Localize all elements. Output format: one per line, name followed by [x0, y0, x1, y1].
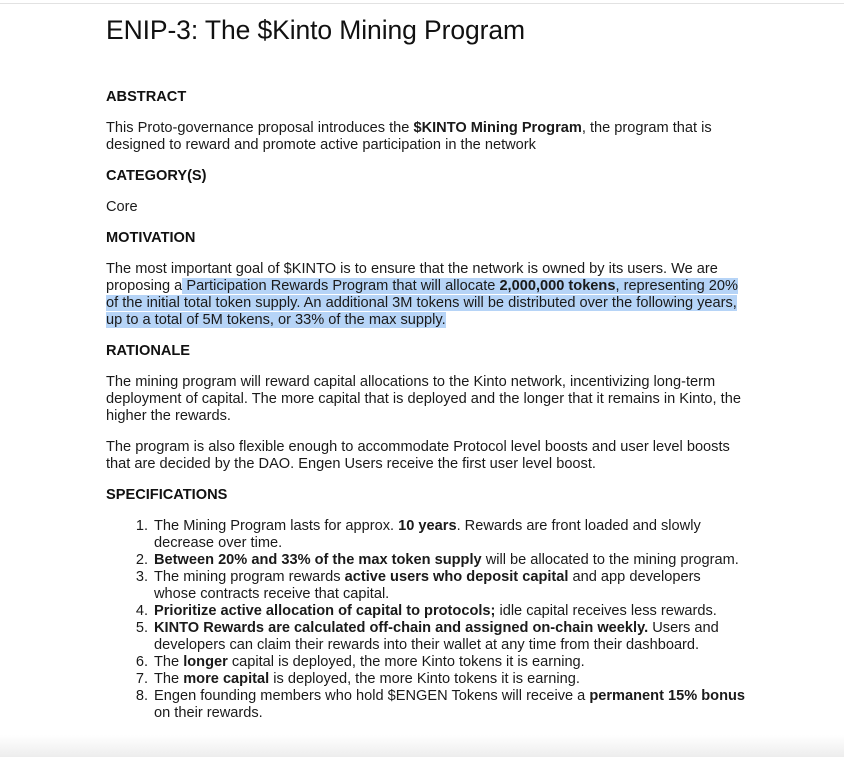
item-text-a: The: [154, 654, 184, 670]
motivation-highlight-b: , representing 20% of the initial total token supply. An additional 3M tokens will be distributed over the following years, up to a total of 5M tokens, or 33% of the max supply.: [106, 278, 738, 328]
list-item: [106, 688, 746, 722]
list-number: 5.: [135, 620, 148, 636]
top-divider: [0, 3, 844, 4]
category-value: Core: [106, 199, 138, 215]
item-bold: more capital: [183, 671, 270, 687]
list-number: 8.: [135, 688, 148, 704]
item-bold: 10 years: [398, 518, 457, 534]
list-number: 1.: [135, 518, 148, 534]
item-text-c: will be allocated to the mining program.: [481, 552, 739, 568]
item-text-a: The Mining Program lasts for approx.: [154, 518, 399, 534]
bottom-shadow: [0, 735, 844, 757]
list-item: [106, 620, 746, 654]
item-text-c: Users and developers can claim their rewards into their wallet at any time from their dashboard.: [154, 620, 719, 653]
item-text-a: The: [154, 671, 184, 687]
motivation-heading: MOTIVATION: [106, 230, 196, 246]
list-item: [106, 671, 746, 688]
rationale-heading: RATIONALE: [106, 343, 191, 359]
motivation-bold-tokens: 2,000,000 tokens: [499, 278, 616, 294]
item-bold: Prioritize active allocation of capital to protocols;: [154, 603, 496, 619]
item-text-c: is deployed, the more Kinto tokens it is earning.: [269, 671, 580, 687]
motivation-text: The most important goal of $KINTO is to ensure that the network is owned by its users. We are proposing a: [106, 261, 718, 294]
specifications-heading: SPECIFICATIONS: [106, 487, 228, 503]
specifications-list: [106, 518, 746, 722]
category-heading: CATEGORY(S): [106, 168, 207, 184]
abstract-heading: ABSTRACT: [106, 89, 187, 105]
item-text-a: Engen founding members who hold $ENGEN Tokens will receive a: [154, 688, 590, 704]
rationale-paragraph-2: The program is also flexible enough to accommodate Protocol level boosts and user level boosts that are decided by the DAO. Engen Users receive the first user level boost.: [106, 439, 730, 472]
abstract-text-b: , the program that is designed to reward and promote active participation in the network: [106, 120, 712, 153]
item-text-c: capital is deployed, the more Kinto tokens it is earning.: [227, 654, 585, 670]
list-item: [106, 518, 746, 552]
abstract-text-a: This Proto-governance proposal introduces the: [106, 120, 414, 136]
abstract-body: [106, 120, 746, 154]
item-text-c: on their rewards.: [154, 705, 263, 721]
motivation-body: [106, 261, 746, 329]
list-item: [106, 603, 746, 620]
list-number: 7.: [135, 671, 148, 687]
item-bold: longer: [183, 654, 228, 670]
item-bold: Between 20% and 33% of the max token supply: [154, 552, 482, 568]
item-bold: KINTO Rewards are calculated off-chain and assigned on-chain weekly.: [154, 620, 649, 636]
list-number: 6.: [135, 654, 148, 670]
item-text-c: . Rewards are front loaded and slowly decrease over time.: [154, 518, 701, 551]
list-item: [106, 654, 746, 671]
list-number: 3.: [135, 569, 148, 585]
motivation-highlight-a: Participation Rewards Program that will allocate: [182, 278, 500, 294]
list-item: [106, 569, 746, 603]
rationale-paragraph-1: The mining program will reward capital allocations to the Kinto network, incentivizing long-term deployment of capital. The more capital that is deployed and the longer that it remains in Kinto, the higher the rewards.: [106, 374, 741, 424]
document-page: [106, 13, 746, 722]
item-text-a: The mining program rewards: [154, 569, 345, 585]
abstract-bold: $KINTO Mining Program: [413, 120, 582, 136]
list-number: 2.: [135, 552, 148, 568]
list-number: 4.: [135, 603, 148, 619]
item-bold: permanent 15% bonus: [589, 688, 746, 704]
item-text-c: idle capital receives less rewards.: [495, 603, 717, 619]
document-title: ENIP-3: The $Kinto Mining Program: [106, 15, 525, 45]
list-item: [106, 552, 746, 569]
item-text-c: and app developers whose contracts receive that capital.: [154, 569, 701, 602]
item-bold: active users who deposit capital: [344, 569, 569, 585]
